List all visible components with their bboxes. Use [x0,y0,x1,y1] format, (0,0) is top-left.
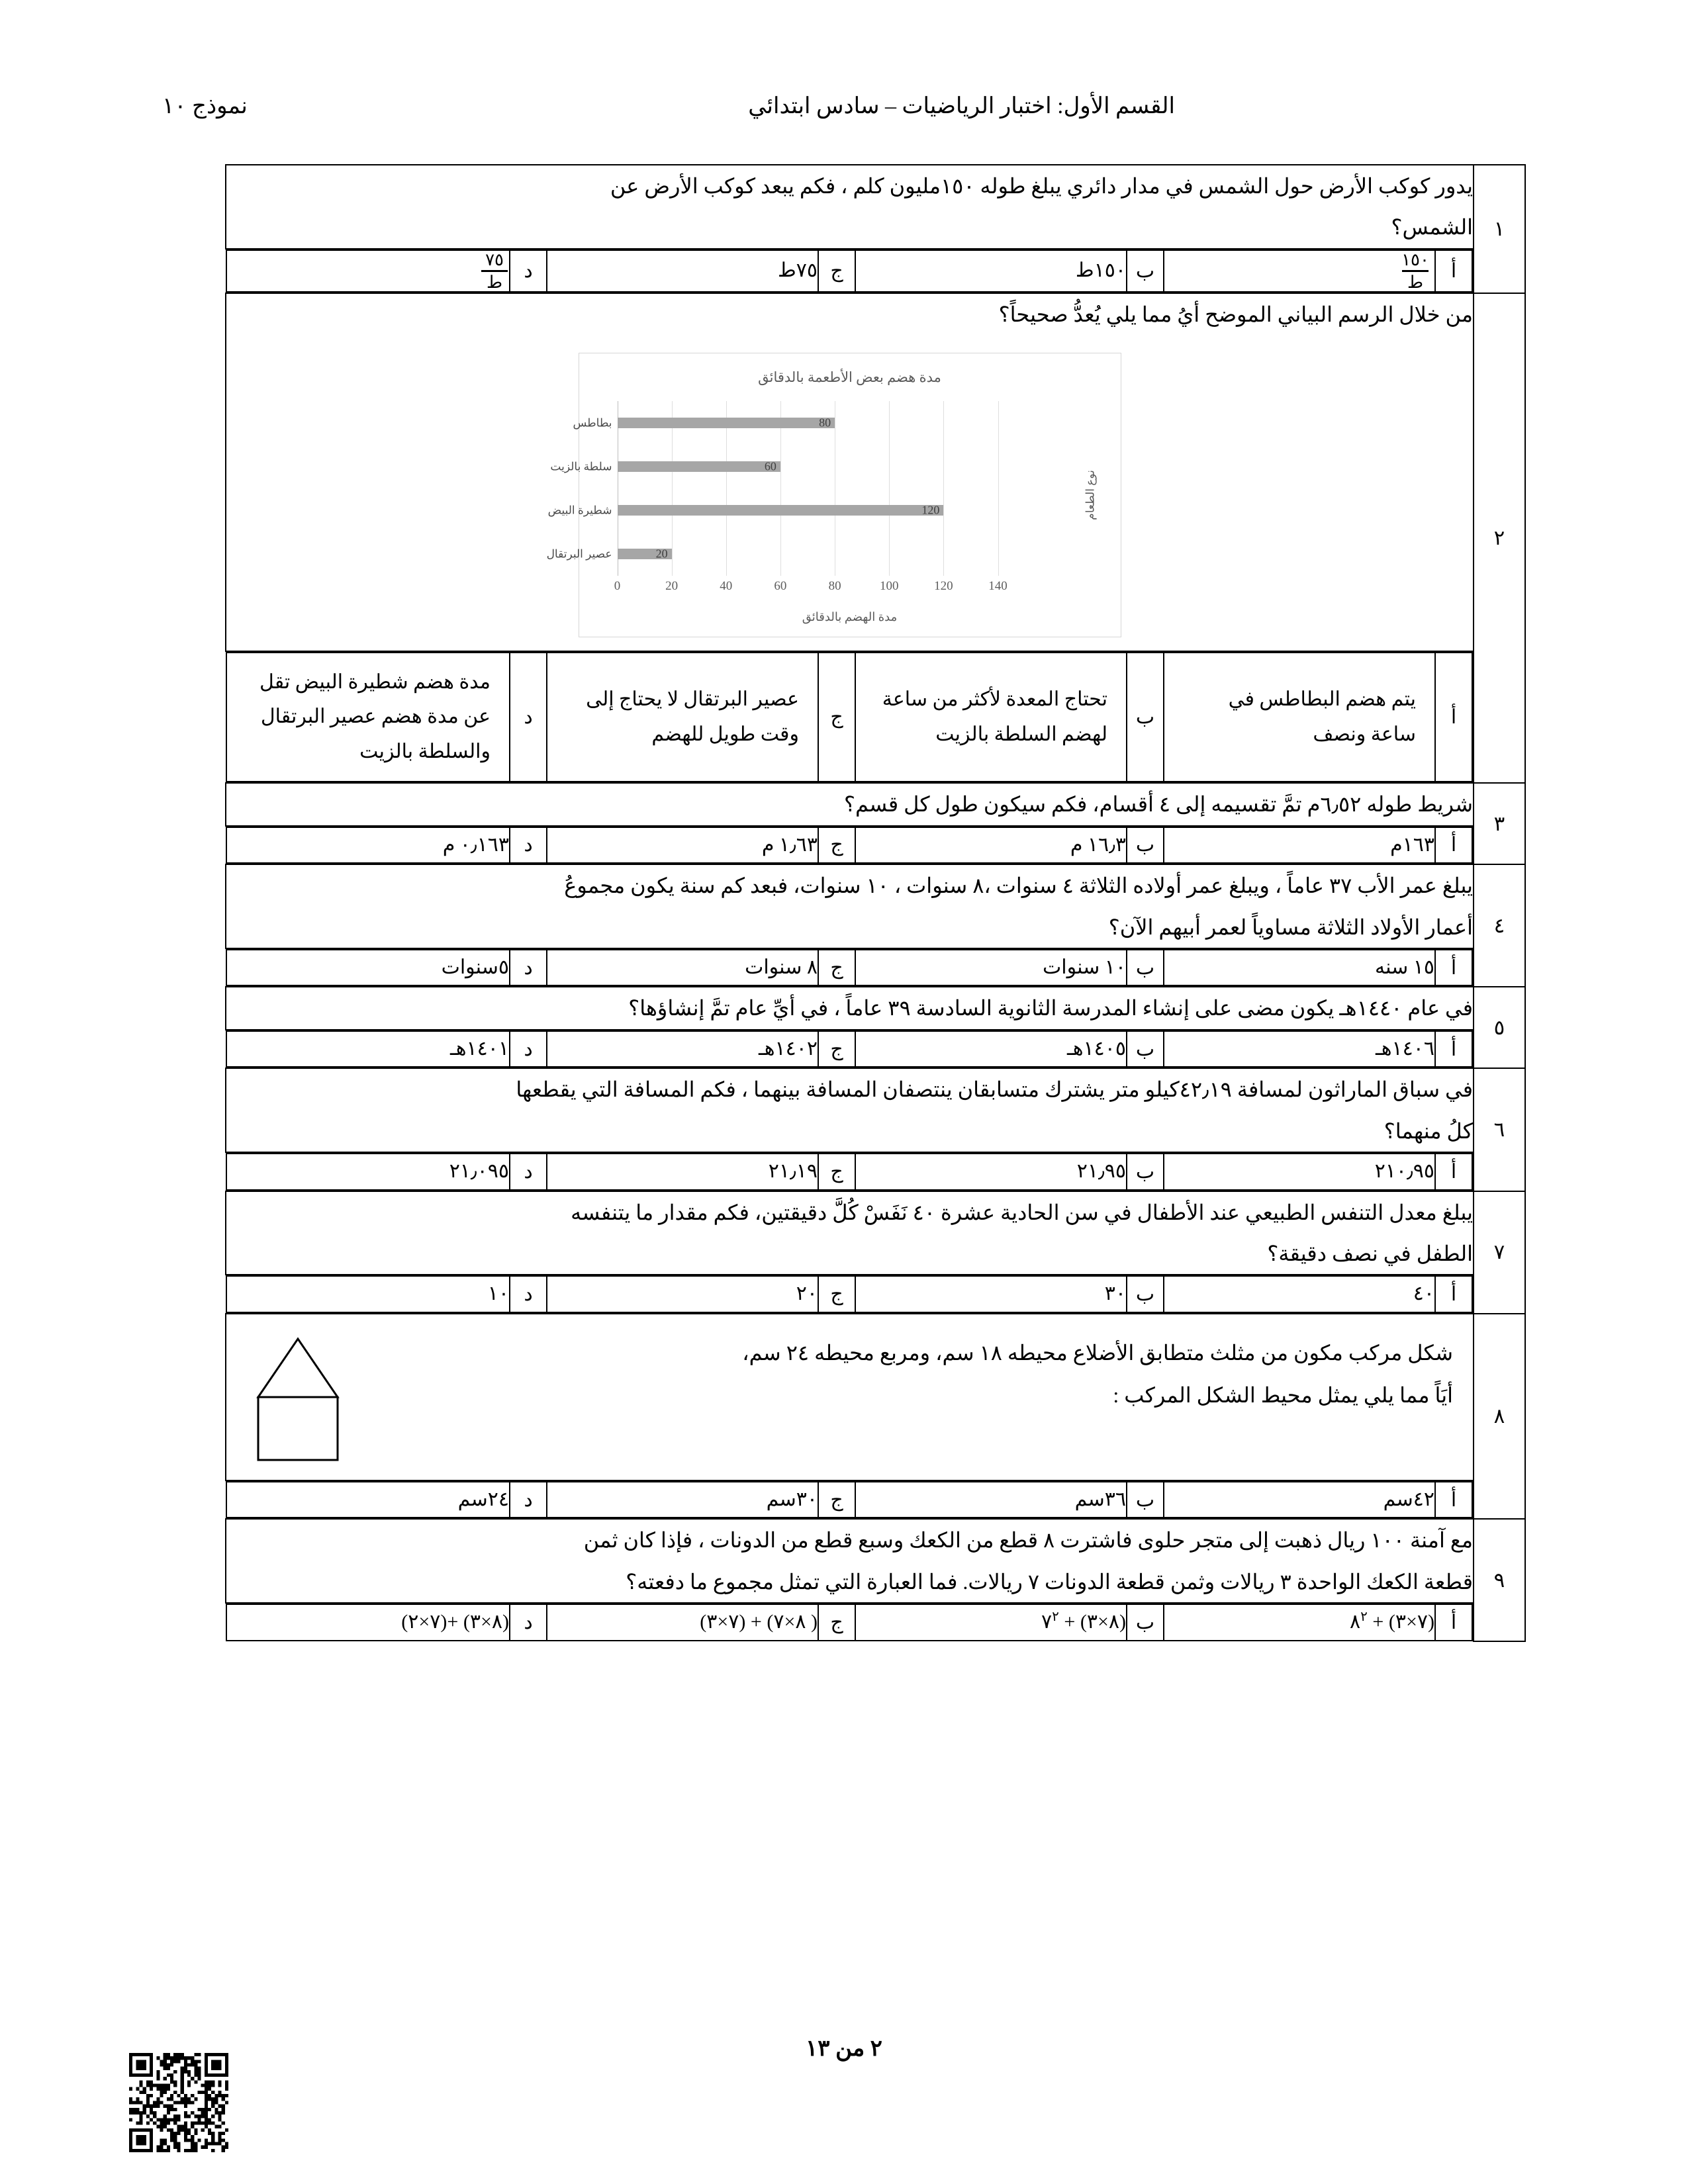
option-c[interactable]: ٨ سنوات [547,950,818,986]
stem-line: الشمس؟ [1391,215,1473,240]
option-a[interactable]: يتم هضم البطاطس في ساعة ونصف [1164,653,1435,782]
fraction-numerator: ٧٥ [485,250,504,269]
option-a[interactable]: ١٥ سنه [1164,950,1435,986]
fraction [1396,251,1434,292]
question-stem [226,1314,1474,1480]
option-d[interactable]: ١٠ [226,1276,510,1312]
option-letter-c: ج [818,950,855,986]
question-stem [226,783,1474,825]
chart-bar-row [573,401,998,445]
chart-x-axis-title: مدة الهضم بالدقائق [802,610,898,623]
question-stem [226,1068,1474,1152]
options-container [226,948,1474,987]
stem-line: شريط طوله ٦٫٥٢م تمَّ تقسيمه إلى ٤ أقسام، فكم سيكون طول كل قسم؟ [844,792,1473,817]
chart-category-label: شطيرة البيض [547,504,612,517]
option-letter-b: ب [1127,950,1164,986]
stem-line: يبلغ عمر الأب ٣٧ عاماً ، ويبلغ عمر أولاده الثلاثة ٤ سنوات ،٨ سنوات ، ١٠ سنوات، فبعد كم سنة يكون مجموعُ [564,874,1473,898]
stem-line: كلُ منهما؟ [1383,1118,1473,1143]
option-letter-d: د [510,827,547,864]
option-letter-d: د [510,1276,547,1312]
table-row [226,165,1525,249]
option-letter-b: ب [1127,1604,1164,1641]
chart-x-tick-label: 80 [828,578,841,593]
chart-x-tick-label: 0 [614,578,621,593]
option-b-exponent: ٢ [1052,1610,1059,1625]
option-letter-b: ب [1127,1276,1164,1312]
chart-bar [550,459,780,473]
option-letter-b: ب [1127,1482,1164,1518]
option-d[interactable]: مدة هضم شطيرة البيض تقل عن مدة هضم عصير البرتقال والسلطة بالزيت [226,653,510,782]
chart-bar-value-label: 80 [819,416,831,430]
bar-chart [546,353,1121,637]
options-row [226,1152,1525,1191]
question-stem [226,864,1474,948]
stem-line: مع آمنة ١٠٠ ريال ذهبت إلى متجر حلوى فاشترت ٨ قطع من الكعك وسبع قطع من الدونات ، فإذا كان ثمن [583,1528,1473,1553]
question-number: ١ [1474,165,1525,293]
chart-plot-area [546,401,1008,593]
option-letter-d: د [510,1482,547,1518]
option-letter-d: د [510,250,547,293]
options-row [226,1603,1525,1641]
chart-category-label: سلطة بالزيت [550,460,612,473]
options-container [226,1603,1474,1641]
option-letter-c: ج [818,1276,855,1312]
table-row [226,1519,1525,1603]
fraction [480,251,509,292]
stem-line: يدور كوكب الأرض حول الشمس في مدار دائري يبلغ طوله ١٥٠مليون كلم ، فكم يبعد كوكب الأرض عن [610,174,1473,198]
option-letter-a: أ [1435,950,1472,986]
option-b[interactable]: ٣٠ [855,1276,1127,1312]
option-a[interactable]: ١٦٣م [1164,827,1435,864]
chart-category-label: بطاطس [573,416,612,430]
question-stem [226,293,1474,651]
model-label: نموذج ١٠ [162,94,248,118]
table-row [226,783,1525,825]
option-a-exponent: ٢ [1360,1610,1368,1625]
stem-line: الطفل في نصف دقيقة؟ [1267,1242,1473,1265]
options-row [226,948,1525,987]
qr-code-icon [129,2053,228,2152]
stem-line: يبلغ معدل التنفس الطبيعي عند الأطفال في سن الحادية عشرة ٤٠ نَفَسْ كُلَّ دقيقتين، فكم مقدار ما يتنفسه [571,1200,1473,1224]
question-number: ٤ [1474,864,1525,987]
option-letter-a: أ [1435,827,1472,864]
option-a[interactable]: ٤٢سم [1164,1482,1435,1518]
triangle-square-shape-icon [248,1331,348,1463]
table-row [226,1068,1525,1152]
question-number: ٨ [1474,1314,1525,1520]
chart-bar-row [546,532,998,576]
option-c[interactable]: عصير البرتقال لا يحتاج إلى وقت طويل للهضم [547,653,818,782]
options-container [226,1030,1474,1069]
options-container [226,1152,1474,1191]
option-letter-c: ج [818,250,855,293]
chart-gridline [998,401,999,576]
chart-x-tick-label: 120 [934,578,953,593]
chart-x-tick-label: 20 [665,578,679,593]
qr-code [129,2053,228,2152]
option-letter-a: أ [1435,1604,1472,1641]
chart-bar-value-label: 20 [655,547,668,561]
option-b[interactable] [855,1604,1127,1641]
option-c[interactable]: ٧٥ط [547,250,818,293]
fraction-denominator: ط [1402,270,1429,291]
table-row [226,293,1525,651]
option-letter-a: أ [1435,1031,1472,1068]
question-number: ٦ [1474,1068,1525,1191]
option-letter-c: ج [818,827,855,864]
option-letter-a: أ [1435,1482,1472,1518]
fraction-numerator: ١٥٠ [1401,250,1429,269]
table-row [226,1191,1525,1275]
chart-category-label: عصير البرتقال [546,547,612,561]
chart-bar [573,416,835,430]
stem-line: في عام ١٤٤٠هـ يكون مضى على إنشاء المدرسة الثانوية السادسة ٣٩ عاماً ، في أيِّ عام تمَّ إنشاؤها؟ [628,996,1473,1021]
options-container [226,651,1474,784]
question-stem [226,1519,1474,1603]
question-number: ٥ [1474,987,1525,1068]
option-letter-a: أ [1435,1154,1472,1190]
page-indicator: ٢ من ١٣ [806,2036,882,2061]
option-letter-a: أ [1435,1276,1472,1312]
stem-line: أعمار الأولاد الثلاثة مساوياً لعمر أبيهم الآن؟ [1108,915,1473,939]
option-b-expression: (٨×٣) + ٧ [1041,1611,1126,1633]
options-container [226,249,1474,294]
question-number: ٢ [1474,293,1525,783]
stem-line: في سباق الماراثون لمسافة ٤٢٫١٩كيلو متر يشترك متسابقان ينتصفان المسافة بينهما ، فكم المسافة التي يقطعها [516,1077,1473,1102]
option-d[interactable] [226,250,510,293]
options-row [226,826,1525,865]
page-title: القسم الأول: اختبار الرياضيات – سادس ابتدائي [748,94,1175,118]
option-a[interactable]: ١٤٠٦هـ [1164,1031,1435,1068]
option-a[interactable] [1164,1604,1435,1641]
option-letter-a: أ [1435,250,1472,293]
option-letter-c: ج [818,1604,855,1641]
option-letter-b: ب [1127,1154,1164,1190]
option-letter-b: ب [1127,1031,1164,1068]
options-row [226,651,1525,784]
chart-container [226,336,1473,651]
question-number: ٧ [1474,1191,1525,1314]
option-letter-b: ب [1127,250,1164,293]
page-header [162,93,1526,139]
option-c[interactable]: ٣٠سم [547,1482,818,1518]
options-row [226,1275,1525,1314]
options-container [226,1275,1474,1314]
option-c[interactable]: ٢٠ [547,1276,818,1312]
option-letter-c: ج [818,1482,855,1518]
option-c[interactable]: ٢١٫١٩ [547,1154,818,1190]
chart-bar-row [550,445,998,488]
stem-line: من خلال الرسم البياني الموضح أيُ مما يلي يُعدُّ صحيحاً؟ [998,302,1473,327]
option-letter-d: د [510,1031,547,1068]
question-stem [226,1191,1474,1275]
option-letter-c: ج [818,1031,855,1068]
options-container [226,1480,1474,1520]
option-a[interactable]: ٢١٠٫٩٥ [1164,1154,1435,1190]
option-letter-c: ج [818,653,855,782]
option-letter-c: ج [818,1154,855,1190]
question-stem [226,987,1474,1029]
option-letter-b: ب [1127,653,1164,782]
option-letter-d: د [510,1604,547,1641]
table-row [226,864,1525,948]
chart-x-tick-label: 140 [988,578,1008,593]
options-row [226,249,1525,294]
questions-table [225,164,1526,1642]
option-b[interactable]: ١٥٠ط [855,250,1127,293]
chart-bar [547,503,944,517]
question-number: ٩ [1474,1519,1525,1641]
option-c[interactable]: ١٫٦٣ م [547,827,818,864]
option-b[interactable]: ٣٦سم [855,1482,1127,1518]
composite-shape-figure [226,1314,365,1480]
options-row [226,1030,1525,1069]
option-letter-d: د [510,950,547,986]
option-c[interactable]: ١٤٠٢هـ [547,1031,818,1068]
option-b[interactable]: ٢١٫٩٥ [855,1154,1127,1190]
table-row [226,987,1525,1029]
option-letter-b: ب [1127,827,1164,864]
question-stem-text [365,1314,1473,1480]
option-b[interactable]: ١٦٫٣ م [855,827,1127,864]
option-b[interactable]: ١٤٠٥هـ [855,1031,1127,1068]
chart-bar [546,547,672,561]
option-b[interactable]: تحتاج المعدة لأكثر من ساعة لهضم السلطة بالزيت [855,653,1127,782]
option-d[interactable]: ٢١٫٠٩٥ [226,1154,510,1190]
option-d[interactable]: ٢٤سم [226,1482,510,1518]
chart-x-tick-label: 40 [720,578,733,593]
chart-bar-value-label: 120 [921,503,940,517]
stem-line: شكل مركب مكون من مثلث متطابق الأضلاع محيطه ١٨ سم، ومربع محيطه ٢٤ سم، [742,1340,1453,1365]
option-a[interactable] [1164,250,1435,293]
chart-bar-value-label: 60 [764,459,776,473]
stem-line: قطعة الكعك الواحدة ٣ ريالات وثمن قطعة الدونات ٧ ريالات. فما العبارة التي تمثل مجموع ما دفعته؟ [626,1569,1473,1594]
option-b[interactable]: ١٠ سنوات [855,950,1127,986]
stem-line: أيَاً مما يلي يمثل محيط الشكل المركب : [1113,1383,1453,1407]
chart-x-tick-label: 60 [774,578,787,593]
option-a-expression: (٧×٣) + ٨ [1350,1611,1434,1633]
chart-title: مدة هضم بعض الأطعمة بالدقائق [758,369,941,385]
option-d[interactable]: ٠٫١٦٣ م [226,827,510,864]
chart-x-tick-label: 100 [879,578,899,593]
option-d[interactable]: (٨×٣) +(٧×٢) [226,1604,510,1641]
question-stem [226,165,1474,249]
option-letter-d: د [510,1154,547,1190]
options-row [226,1480,1525,1520]
fraction-denominator: ط [481,270,508,291]
option-letter-d: د [510,653,547,782]
option-letter-a: أ [1435,653,1472,782]
option-d[interactable]: ١٤٠١هـ [226,1031,510,1068]
chart-bar-row [547,488,998,532]
option-d[interactable]: ٥سنوات [226,950,510,986]
option-c[interactable]: ( ٨×٧) + (٧×٣) [547,1604,818,1641]
question-number: ٣ [1474,783,1525,864]
chart-y-axis-title: نوع الطعام [1084,469,1097,520]
options-container [226,826,1474,865]
table-row [226,1314,1525,1480]
option-a[interactable]: ٤٠ [1164,1276,1435,1312]
